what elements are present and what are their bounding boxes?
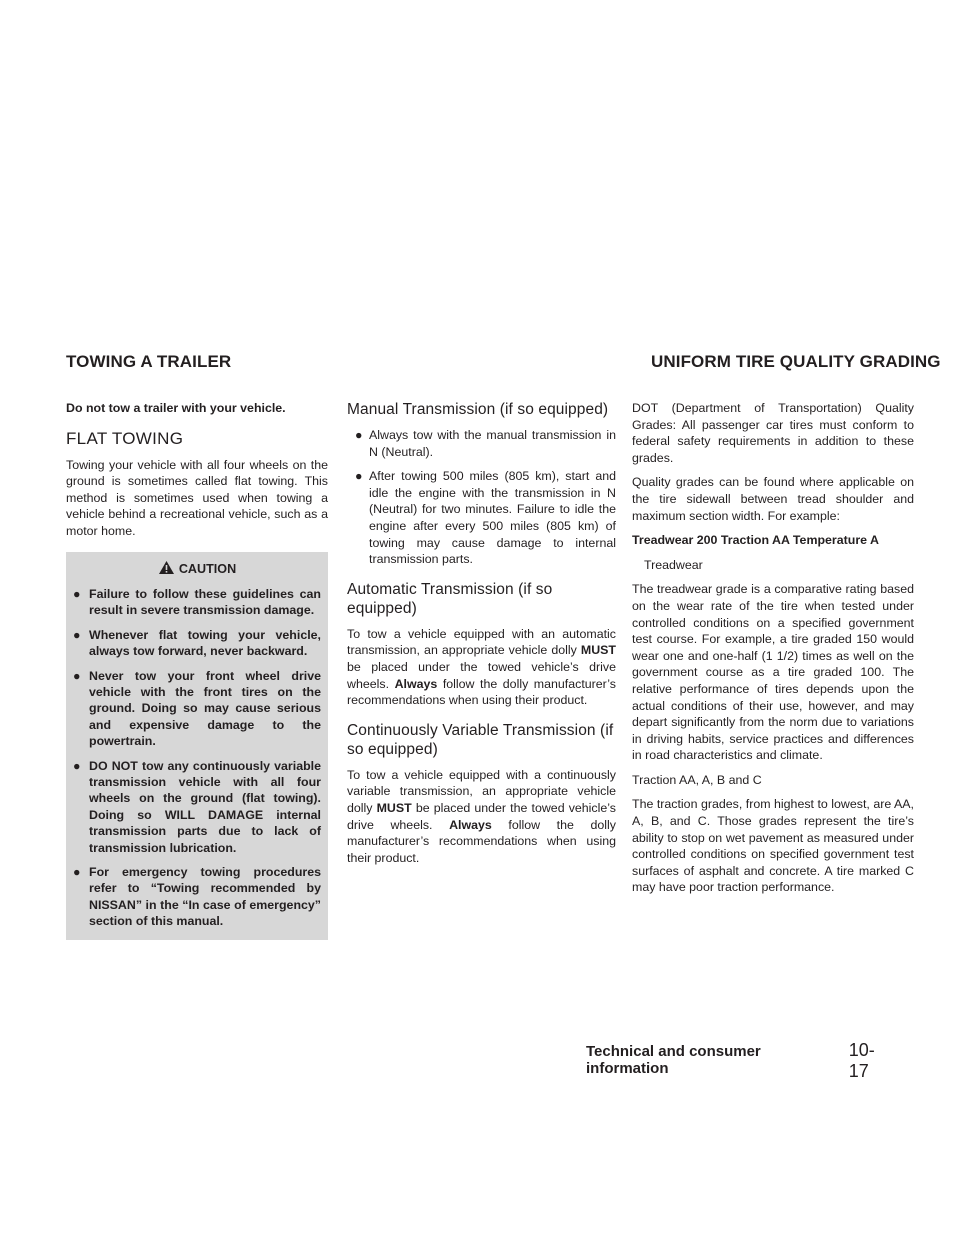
list-item: ● Always tow with the manual transmission in N (Neutral). [355, 428, 616, 459]
bullet-icon: ● [73, 586, 81, 601]
bullet-icon: ● [73, 668, 81, 683]
page-number: 10-17 [848, 1040, 875, 1081]
cvt-paragraph: To tow a vehicle equipped with a continuously variable transmission, an appropriate vehicle dolly MUST be placed under the towed vehicle’s drive wheels. Always follow the dolly manufacturer’s recommendations when using their product. [347, 767, 616, 865]
caution-item: ● Failure to follow these guidelines can result in severe transmission damage. [73, 586, 321, 618]
page-footer [586, 1040, 894, 1082]
bullet-icon: ● [73, 865, 81, 880]
treadwear-label: Treadwear [644, 557, 703, 572]
manual-transmission-heading: Manual Transmission (if so equipped) [347, 401, 609, 418]
flat-towing-paragraph: Towing your vehicle with all four wheels on the ground is sometimes called flat towing. This method is sometimes used when towing a vehicle behind a recreational vehicle, such as a motor home. [66, 457, 328, 538]
footer-section-title: Technical and consumer information [586, 1043, 761, 1077]
cvt-heading: Continuously Variable Transmission (if so equipped) [347, 721, 614, 758]
section-heading-towing-trailer: TOWING A TRAILER [66, 352, 232, 371]
caution-item: ● DO NOT tow any continuously variable transmission vehicle with all four wheels on the ground (flat towing). Doing so WILL DAMAGE internal transmission parts due to lack of transmission lubrication. [73, 758, 321, 855]
automatic-transmission-paragraph: To tow a vehicle equipped with an automatic transmission, an appropriate vehicle dolly MUST be placed under the towed vehicle’s drive wheels. Always follow the dolly manufacturer’s recommendations when using their product. [347, 626, 616, 708]
list-item: ● After towing 500 miles (805 km), start and idle the engine with the transmission in N (Neutral) for two minutes. Failure to idle the engine after every 500 miles (805 km) of towing may cause damage to internal transmission parts. [355, 469, 616, 567]
caution-box [66, 552, 328, 940]
manual-transmission-list [347, 427, 616, 568]
caution-header [73, 560, 321, 579]
column-middle [347, 400, 616, 874]
quality-grades-location-paragraph: Quality grades can be found where applicable on the tire sidewall between tread shoulder and maximum section width. For example: [632, 475, 914, 523]
caution-item: ● Whenever flat towing your vehicle, always tow forward, never backward. [73, 627, 321, 659]
bullet-icon: ● [73, 758, 81, 773]
bullet-icon: ● [73, 627, 81, 642]
bullet-icon: ● [355, 428, 363, 442]
bullet-icon: ● [355, 469, 363, 484]
no-trailer-warning: Do not tow a trailer with your vehicle. [66, 401, 286, 415]
traction-paragraph: The traction grades, from highest to lowest, are AA, A, B, and C. Those grades represent the tire’s ability to stop on wet pavement as measured under controlled conditions on specified government test surfaces of asphalt and concrete. A tire marked C may have poor traction performance. [632, 797, 914, 895]
grade-example: Treadwear 200 Traction AA Temperature A [632, 533, 879, 548]
caution-list [73, 586, 321, 930]
caution-item: ● Never tow your front wheel drive vehicle with the front tires on the ground. Doing so may cause serious and expensive damage to the powertrain. [73, 668, 321, 749]
warning-triangle-icon [158, 560, 175, 579]
automatic-transmission-heading: Automatic Transmission (if so equipped) [347, 580, 553, 617]
caution-item: ● For emergency towing procedures refer to “Towing recommended by NISSAN” in the “In case of emergency” section of this manual. [73, 865, 321, 929]
section-heading-tire-grading: UNIFORM TIRE QUALITY GRADING [651, 352, 941, 371]
caution-title: CAUTION [178, 562, 237, 577]
column-left [66, 400, 328, 940]
traction-label: Traction AA, A, B and C [632, 772, 762, 787]
dot-quality-grades-paragraph: DOT (Department of Transportation) Quality Grades: All passenger car tires must conform to federal safety requirements in addition to these grades. [632, 401, 914, 465]
flat-towing-heading: FLAT TOWING [66, 428, 184, 448]
column-right [632, 400, 914, 904]
treadwear-paragraph: The treadwear grade is a comparative rating based on the wear rate of the tire when tested under controlled conditions on a specified government test course. For example, a tire graded 150 would wear one and one-half (1 1/2) times as well on the government course as a tire graded 100. The relative performance of tires depends upon the actual conditions of their use, however, and may depart significantly from the norm due to variations in driving habits, service practices and differences in road characteristics and climate. [632, 582, 914, 763]
